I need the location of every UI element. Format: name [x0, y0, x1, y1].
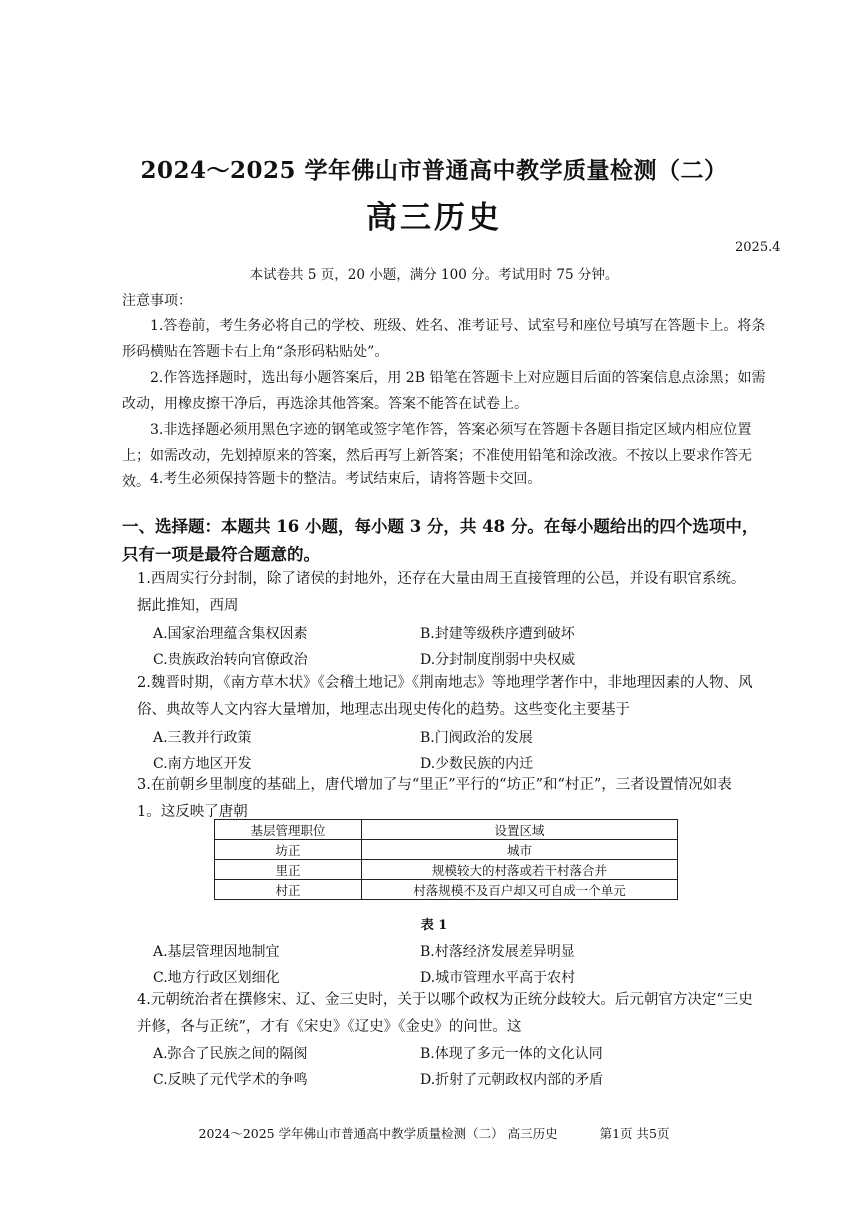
table-cell: 村正 [215, 880, 362, 900]
table-header-row [215, 820, 678, 840]
option-d: D.城市管理水平高于农村 [420, 970, 576, 986]
table-header-cell: 设置区域 [362, 820, 678, 840]
option-d: D.分封制度削弱中央权威 [420, 652, 576, 668]
page-number: 第1页 共5页 [599, 1126, 670, 1141]
note-item: 3.非选择题必须用黑色字迹的钢笔或签字笔作答，答案必须写在答题卡各题目指定区域内相应位置上；如需改动，先划掉原来的答案，然后再写上新答案；不准使用铅笔和涂改液。不按以上要求作答无效。 [122, 422, 752, 490]
table-cell: 城市 [362, 840, 678, 860]
table-cell: 坊正 [215, 840, 362, 860]
option-c: C.反映了元代学术的争鸣 [153, 1072, 308, 1088]
option-a: A.三教并行政策 [153, 730, 252, 746]
option-a: A.基层管理因地制宜 [153, 944, 280, 960]
section-heading: 一、选择题：本题共 16 小题，每小题 3 分，共 48 分。在每小题给出的四个选项中，只有一项是最符合题意的。 [122, 517, 759, 564]
option-d: D.少数民族的内迁 [420, 756, 534, 772]
question-stem: 4.元朝统治者在撰修宋、辽、金三史时，关于以哪个政权为正统分歧较大。后元朝官方决定“三史并修，各与正统”，才有《宋史》《辽史》《金史》的问世。这 [137, 992, 753, 1035]
table-caption: 表 1 [420, 918, 448, 933]
note-item: 4.考生必须保持答题卡的整洁。考试结束后，请将答题卡交回。 [150, 471, 542, 487]
option-b: B.体现了多元一体的文化认同 [420, 1046, 603, 1062]
page-footer [0, 1124, 868, 1142]
option-c: C.贵族政治转向官僚政治 [153, 652, 308, 668]
option-a: A.国家治理蕴含集权因素 [153, 626, 308, 642]
table-cell: 村落规模不及百户却又可自成一个单元 [362, 880, 678, 900]
option-c: C.南方地区开发 [153, 756, 252, 772]
option-a: A.弥合了民族之间的隔阂 [153, 1046, 308, 1062]
table-row [215, 880, 678, 900]
notes-heading: 注意事项： [122, 293, 192, 309]
exam-title: 2024～2025 学年佛山市普通高中教学质量检测（二） [140, 157, 728, 184]
subject-title: 高三历史 [366, 200, 502, 236]
exam-date: 2025.4 [735, 240, 781, 255]
note-item: 1.答卷前，考生务必将自己的学校、班级、姓名、准考证号、试室号和座位号填写在答题卡上。将条形码横贴在答题卡右上角“条形码粘贴处”。 [122, 318, 766, 360]
option-c: C.地方行政区划细化 [153, 970, 280, 986]
question-stem: 3.在前朝乡里制度的基础上，唐代增加了与“里正”平行的“坊正”和“村正”，三者设置情况如表 1。这反映了唐朝 [137, 777, 732, 820]
table-cell: 规模较大的村落或若干村落合并 [362, 860, 678, 880]
note-item: 2.作答选择题时，选出每小题答案后，用 2B 铅笔在答题卡上对应题目后面的答案信息点涂黑；如需改动，用橡皮擦干净后，再选涂其他答案。答案不能答在试卷上。 [122, 370, 766, 412]
table-row [215, 840, 678, 860]
table-row [215, 860, 678, 880]
table-1 [214, 819, 678, 900]
option-b: B.村落经济发展差异明显 [420, 944, 575, 960]
option-b: B.封建等级秩序遭到破坏 [420, 626, 575, 642]
footer-title: 2024～2025 学年佛山市普通高中教学质量检测（二） 高三历史 [198, 1126, 558, 1141]
option-b: B.门阀政治的发展 [420, 730, 533, 746]
exam-intro: 本试卷共 5 页，20 小题，满分 100 分。考试用时 75 分钟。 [249, 267, 619, 283]
option-d: D.折射了元朝政权内部的矛盾 [420, 1072, 604, 1088]
question-stem: 1.西周实行分封制，除了诸侯的封地外，还存在大量由周王直接管理的公邑，并设有职官系统。据此推知，西周 [137, 571, 746, 614]
table-header-cell: 基层管理职位 [215, 820, 362, 840]
question-stem: 2.魏晋时期，《南方草木状》《会稽土地记》《荆南地志》等地理学著作中，非地理因素的人物、风俗、典故等人文内容大量增加，地理志出现史传化的趋势。这些变化主要基于 [137, 675, 753, 718]
table-cell: 里正 [215, 860, 362, 880]
